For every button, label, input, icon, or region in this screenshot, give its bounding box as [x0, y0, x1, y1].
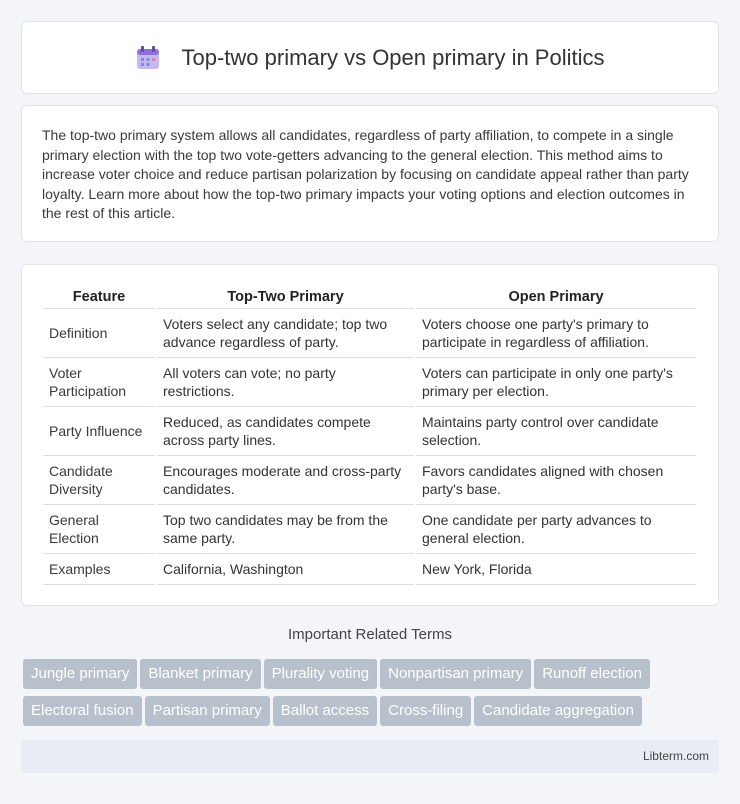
open-cell: Voters choose one party's primary to participate in regardless of affiliation.	[416, 309, 696, 358]
related-term-tag[interactable]: Cross-filing	[380, 696, 471, 726]
top-two-cell: Encourages moderate and cross-party candidates.	[157, 456, 414, 505]
feature-cell: General Election	[43, 505, 155, 554]
related-term-tag[interactable]: Runoff election	[534, 659, 650, 689]
feature-cell: Candidate Diversity	[43, 456, 155, 505]
table-header-row	[43, 285, 696, 309]
open-cell: One candidate per party advances to general election.	[416, 505, 696, 554]
open-cell: Maintains party control over candidate selection.	[416, 407, 696, 456]
top-two-cell: Top two candidates may be from the same party.	[157, 505, 414, 554]
calendar-icon	[135, 45, 161, 71]
intro-card	[21, 105, 719, 242]
related-term-tag[interactable]: Jungle primary	[23, 659, 137, 689]
top-two-cell: Voters select any candidate; top two advance regardless of party.	[157, 309, 414, 358]
table-row	[43, 554, 696, 585]
related-term-tag[interactable]: Blanket primary	[140, 659, 260, 689]
related-term-tag[interactable]: Ballot access	[273, 696, 377, 726]
related-term-tag[interactable]: Candidate aggregation	[474, 696, 642, 726]
top-two-cell: All voters can vote; no party restrictions.	[157, 358, 414, 407]
top-two-cell: California, Washington	[157, 554, 414, 585]
feature-cell: Examples	[43, 554, 155, 585]
related-term-tag[interactable]: Plurality voting	[264, 659, 378, 689]
feature-cell: Party Influence	[43, 407, 155, 456]
related-terms-title: Important Related Terms	[288, 626, 452, 643]
table-row	[43, 358, 696, 407]
intro-text: The top-two primary system allows all candidates, regardless of party affiliation, to compete in a single primary election with the top two vote-getters advancing to the general election. This method aims to increase voter choice and reduce partisan polarization by focusing on candidate appeal rather than party loyalty. Learn more about how the top-two primary impacts your voting options and election outcomes in the rest of this article.	[42, 127, 689, 221]
footer	[21, 740, 719, 773]
table-row	[43, 407, 696, 456]
table-row	[43, 309, 696, 358]
top-two-cell: Reduced, as candidates compete across party lines.	[157, 407, 414, 456]
related-terms-list	[23, 659, 723, 733]
comparison-table	[41, 285, 698, 585]
related-term-tag[interactable]: Partisan primary	[145, 696, 270, 726]
page-title: Top-two primary vs Open primary in Politics	[181, 44, 605, 70]
column-header-top-two: Top-Two Primary	[157, 285, 414, 309]
comparison-card	[21, 264, 719, 606]
page-header	[21, 21, 719, 94]
feature-cell: Definition	[43, 309, 155, 358]
open-cell: New York, Florida	[416, 554, 696, 585]
open-cell: Voters can participate in only one party's primary per election.	[416, 358, 696, 407]
column-header-feature: Feature	[43, 285, 155, 309]
related-term-tag[interactable]: Nonpartisan primary	[380, 659, 531, 689]
related-term-tag[interactable]: Electoral fusion	[23, 696, 142, 726]
footer-site-link[interactable]: Libterm.com	[642, 749, 709, 763]
open-cell: Favors candidates aligned with chosen party's base.	[416, 456, 696, 505]
column-header-open: Open Primary	[416, 285, 696, 309]
table-row	[43, 505, 696, 554]
feature-cell: Voter Participation	[43, 358, 155, 407]
table-row	[43, 456, 696, 505]
